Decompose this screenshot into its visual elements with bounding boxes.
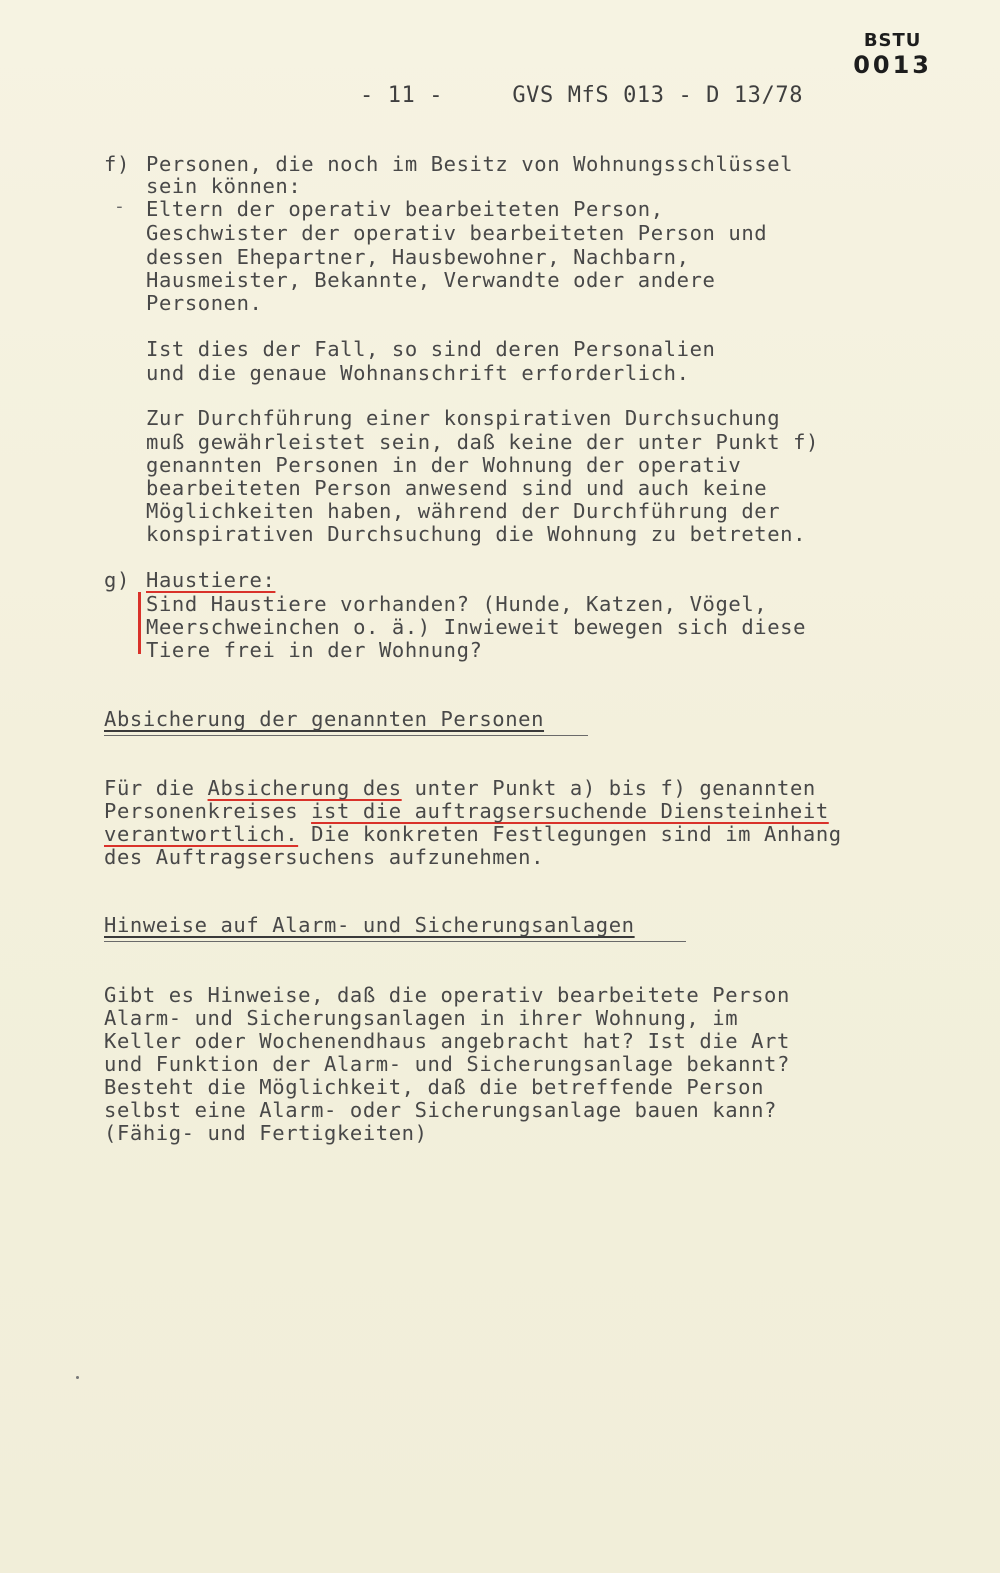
section-f-para3-line5: Möglichkeiten haben, während der Durchführung der bbox=[146, 499, 781, 523]
stamp-page-number: 0013 bbox=[853, 51, 932, 79]
absicherung-line2 bbox=[104, 799, 829, 823]
alarm-line4: und Funktion der Alarm- und Sicherungsanlage bekannt? bbox=[104, 1052, 790, 1076]
alarm-line7: (Fähig- und Fertigkeiten) bbox=[104, 1121, 428, 1145]
section-g-heading bbox=[146, 568, 275, 592]
absicherung-line2-a: Personenkreises bbox=[104, 799, 312, 823]
section-g-line1: Sind Haustiere vorhanden? (Hunde, Katzen, Vögel, bbox=[146, 592, 768, 616]
section-f-line1: Personen, die noch im Besitz von Wohnungsschlüssel bbox=[146, 152, 794, 176]
section-f-para3-line1: Zur Durchführung einer konspirativen Durchsuchung bbox=[146, 406, 781, 430]
absicherung-line1-b: Absicherung des bbox=[207, 776, 402, 800]
section-f-para3-line6: konspirativen Durchsuchung die Wohnung zu betreten. bbox=[146, 522, 807, 546]
alarm-line5: Besteht die Möglichkeit, daß die betreffende Person bbox=[104, 1075, 765, 1099]
list-dash-mark: - bbox=[114, 196, 125, 217]
stamp-agency: BSTU bbox=[863, 30, 922, 51]
section-f-line7: Personen. bbox=[146, 291, 263, 315]
section-g-line2: Meerschweinchen o. ä.) Inwieweit bewegen sich diese bbox=[146, 615, 807, 639]
absicherung-heading bbox=[104, 707, 544, 731]
paper-speck bbox=[76, 1376, 79, 1379]
alarm-line6: selbst eine Alarm- oder Sicherungsanlage bauen kann? bbox=[104, 1098, 777, 1122]
absicherung-line3 bbox=[104, 822, 842, 846]
section-f-line6: Hausmeister, Bekannte, Verwandte oder andere bbox=[146, 268, 716, 292]
section-f-para3-line3: genannten Personen in der Wohnung der operativ bbox=[146, 453, 742, 477]
absicherung-line4: des Auftragsersuchens aufzunehmen. bbox=[104, 845, 545, 869]
page-header bbox=[360, 83, 803, 108]
section-f-line2: sein können: bbox=[146, 174, 302, 198]
section-f-line3: Eltern der operativ bearbeiteten Person, bbox=[146, 197, 664, 221]
section-f-line4: Geschwister der operativ bearbeiteten Person und bbox=[146, 221, 768, 245]
absicherung-line1 bbox=[104, 776, 816, 800]
alarm-heading bbox=[104, 913, 635, 937]
absicherung-line1-a: Für die bbox=[104, 776, 208, 800]
heading-double-underline bbox=[104, 735, 588, 736]
page-label: - 11 - bbox=[360, 83, 444, 108]
section-f-para3-line4: bearbeiteten Person anwesend sind und auch keine bbox=[146, 476, 768, 500]
red-margin-mark bbox=[138, 592, 141, 654]
section-g-heading-text: Haustiere: bbox=[146, 568, 276, 592]
absicherung-line1-c: unter Punkt a) bis f) genannten bbox=[401, 776, 816, 800]
section-g-line3: Tiere frei in der Wohnung? bbox=[146, 638, 483, 662]
section-f-para2-line1: Ist dies der Fall, so sind deren Personalien bbox=[146, 337, 716, 361]
section-g-label: g) bbox=[104, 568, 130, 592]
archive-stamp bbox=[853, 32, 932, 77]
alarm-heading-text: Hinweise auf Alarm- und Sicherungsanlagen bbox=[104, 913, 635, 937]
document-reference: GVS MfS 013 - D 13/78 bbox=[512, 83, 804, 108]
section-f-line5: dessen Ehepartner, Hausbewohner, Nachbarn, bbox=[146, 245, 690, 269]
absicherung-heading-text: Absicherung der genannten Personen bbox=[104, 707, 545, 731]
absicherung-line2-b: ist die auftragsersuchende Diensteinheit bbox=[311, 799, 829, 823]
alarm-line3: Keller oder Wochenendhaus angebracht hat? Ist die Art bbox=[104, 1029, 790, 1053]
alarm-line1: Gibt es Hinweise, daß die operativ bearbeitete Person bbox=[104, 983, 790, 1007]
alarm-heading-double-underline bbox=[104, 941, 686, 942]
section-f-label: f) bbox=[104, 152, 130, 176]
absicherung-line3-a: verantwortlich. bbox=[104, 822, 299, 846]
alarm-line2: Alarm- und Sicherungsanlagen in ihrer Wohnung, im bbox=[104, 1006, 739, 1030]
section-f-para2-line2: und die genaue Wohnanschrift erforderlich. bbox=[146, 361, 690, 385]
section-f-para3-line2: muß gewährleistet sein, daß keine der unter Punkt f) bbox=[146, 430, 819, 454]
absicherung-line3-b: Die konkreten Festlegungen sind im Anhang bbox=[298, 822, 842, 846]
